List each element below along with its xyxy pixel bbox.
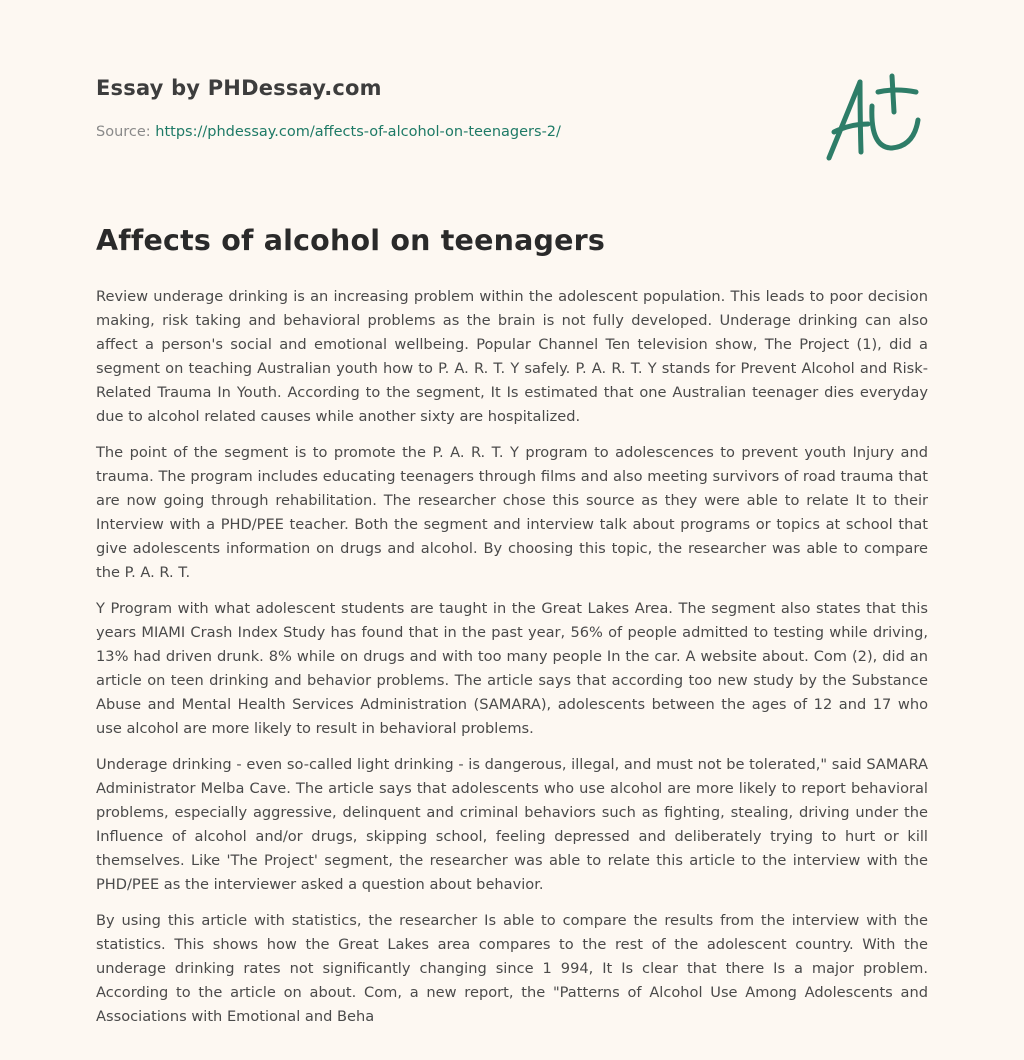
essay-paragraph: The point of the segment is to promote the P. A. R. T. Y program to adolescences to prevent youth Injury and trauma. The program includes educating teenagers through films and also meeting survivors of road trauma that are now going through rehabilitation. The researcher chose this source as they were able to relate It to their Interview with a PHD/PEE teacher. Both the segment and interview talk about programs or topics at school that give adolescents information on drugs and alcohol. By choosing this topic, the researcher was able to compare the P. A. R. T. — [96, 444, 928, 581]
a-plus-logo-icon — [820, 68, 926, 164]
essay-paragraph: Underage drinking - even so-called light drinking - is dangerous, illegal, and must not be tolerated," said SAMARA Administrator Melba Cave. The article says that adolescents who use alcohol are more likely to report behavioral problems, especially aggressive, delinquent and criminal behaviors such as fighting, stealing, driving under the Influence of alcohol and/or drugs, skipping school, feeling depressed and deliberately trying to hurt or kill themselves. Like 'The Project' segment, the researcher was able to relate this article to the interview with the PHD/PEE as the interviewer asked a question about behavior. — [96, 756, 928, 893]
essay-paragraph: Review underage drinking is an increasing problem within the adolescent population. This leads to poor decision making, risk taking and behavioral problems as the brain is not fully developed. Underage drinking can also affect a person's social and emotional wellbeing. Popular Channel Ten television show, The Project (1), did a segment on teaching Australian youth how to P. A. R. T. Y safely. P. A. R. T. Y stands for Prevent Alcohol and Risk-Related Trauma In Youth. According to the segment, It Is estimated that one Australian teenager dies everyday due to alcohol related causes while another sixty are hospitalized. — [96, 288, 928, 425]
source-line — [96, 124, 561, 140]
essay-paragraph: Y Program with what adolescent students are taught in the Great Lakes Area. The segment also states that this years MIAMI Crash Index Study has found that in the past year, 56% of people admitted to testing while driving, 13% had driven drunk. 8% while on drugs and with too many people In the car. A website about. Com (2), did an article on teen drinking and behavior problems. The article says that according too new study by the Substance Abuse and Mental Health Services Administration (SAMARA), adolescents between the ages of 12 and 17 who use alcohol are more likely to result in behavioral problems. — [96, 600, 928, 737]
site-brand: Essay by PHDessay.com — [96, 76, 382, 100]
essay-paragraph: By using this article with statistics, the researcher Is able to compare the results from the interview with the statistics. This shows how the Great Lakes area compares to the rest of the adolescent country. With the underage drinking rates not significantly changing since 1 994, It Is clear that there Is a major problem. According to the article on about. Com, a new report, the "Patterns of Alcohol Use Among Adolescents and Associations with Emotional and Beha — [96, 912, 928, 1025]
source-link[interactable]: https://phdessay.com/affects-of-alcohol-on-teenagers-2/ — [155, 124, 561, 140]
source-label: Source: — [96, 124, 151, 140]
essay-body — [96, 285, 928, 1041]
essay-title: Affects of alcohol on teenagers — [96, 224, 606, 257]
